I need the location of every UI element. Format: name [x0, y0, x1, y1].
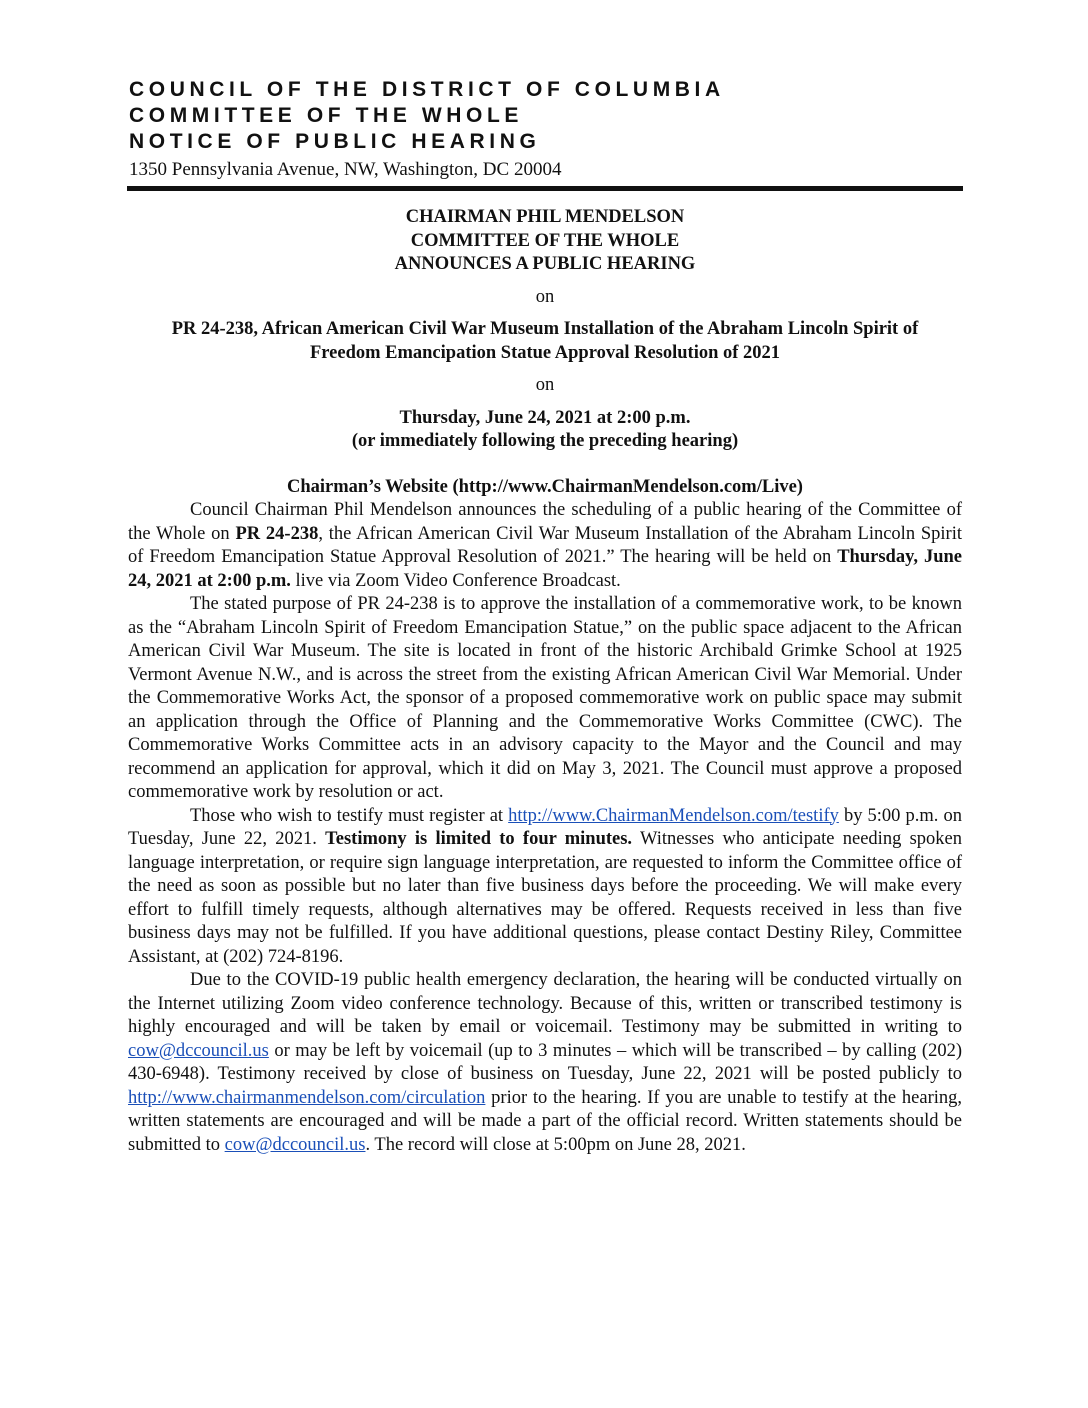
para4-text-4: . The record will close at 5:00pm on June 28, 2021.	[365, 1134, 746, 1155]
chairman-website: Chairman’s Website (http://www.ChairmanMendelson.com/Live)	[287, 476, 803, 497]
cow-email-link-2[interactable]: cow@dccouncil.us	[224, 1134, 366, 1155]
hearing-date	[128, 407, 962, 454]
para3-text-3: Witnesses who anticipate needing spoken language interpretation, or require sign language interpretation, are requested to inform the Committee office of the need as soon as possible but no later than five business days before the proceeding. We will make every effort to fulfill timely requests, although alternatives may be offered. Requests received in less than five business days may not be fulfilled. If you have additional questions, please contact Destiny Riley, Committee Assistant, at (202) 724-8196.	[128, 829, 962, 967]
para1-text-3: live via Zoom Video Conference Broadcast.	[290, 570, 621, 591]
testify-registration-link[interactable]: http://www.ChairmanMendelson.com/testify	[508, 805, 839, 826]
letterhead-committee: COMMITTEE OF THE WHOLE	[129, 104, 524, 127]
on-connector-1: on	[535, 286, 555, 307]
letterhead-address: 1350 Pennsylvania Avenue, NW, Washington, DC 20004	[129, 159, 562, 180]
para3-limit-bold: Testimony is limited to four minutes.	[325, 829, 633, 849]
paragraph-announcement	[128, 499, 962, 593]
notice-body	[128, 206, 962, 1157]
para1-text-1: Council Chairman Phil Mendelson announces the scheduling of a public hearing of the Committee of the Whole on	[128, 500, 962, 544]
announcement-heading	[128, 206, 962, 277]
on-connector-2: on	[535, 375, 555, 395]
heading-chairman: CHAIRMAN PHIL MENDELSON	[405, 207, 685, 227]
hearing-date-line: Thursday, June 24, 2021 at 2:00 p.m.	[399, 407, 691, 428]
letterhead-council: COUNCIL OF THE DISTRICT OF COLUMBIA	[129, 78, 725, 101]
measure-title	[128, 318, 962, 365]
measure-title-line1: PR 24-238, African American Civil War Museum Installation of the Abraham Lincoln Spirit of	[171, 319, 919, 339]
header-rule	[127, 186, 963, 191]
paragraph-covid	[128, 969, 962, 1157]
para1-date-bold: Thursday, June 24, 2021 at 2:00 p.m.	[128, 547, 962, 591]
para4-text-1: Due to the COVID-19 public health emergency declaration, the hearing will be conducted virtually on the Internet utilizing Zoom video conference technology. Because of this, written or transcribed testimony is highly encouraged and will be taken by email or voicemail. Testimony may be submitted in writing to	[128, 970, 962, 1037]
para4-text-3: prior to the hearing. If you are unable to testify at the hearing, written statements are encouraged and will be made a part of the official record. Written statements should be submitted to	[128, 1087, 962, 1155]
paragraph-testify	[128, 805, 962, 970]
hearing-date-note: (or immediately following the preceding hearing)	[351, 431, 739, 451]
cow-email-link[interactable]: cow@dccouncil.us	[128, 1040, 269, 1061]
heading-announces: ANNOUNCES A PUBLIC HEARING	[394, 254, 696, 274]
para1-measure-bold: PR 24-238	[235, 523, 319, 544]
paragraph-purpose: The stated purpose of PR 24-238 is to approve the installation of a commemorative work, to be known as the “Abraham Lincoln Spirit of Freedom Emancipation Statue,” on the public space adjacent to the African American Civil War Museum. The site is located in front of the historic Archibald Grimke School at 1925 Vermont Avenue N.W., and is across the street from the existing African American Civil War Memorial. Under the Commemorative Works Act, the sponsor of a proposed commemorative work on public space may submit an application through the Office of Planning and the Commemorative Works Committee (CWC). The Commemorative Works Committee acts in an advisory capacity to the Mayor and the Council and may recommend an application for approval, which it did on May 3, 2021. The Council must approve a proposed commemorative work by resolution or act.	[128, 594, 962, 802]
measure-title-line2: Freedom Emancipation Statue Approval Resolution of 2021	[309, 342, 781, 363]
letterhead-notice: NOTICE OF PUBLIC HEARING	[129, 130, 541, 153]
heading-committee: COMMITTEE OF THE WHOLE	[410, 230, 680, 251]
para3-text-2: by 5:00 p.m. on Tuesday, June 22, 2021.	[128, 805, 962, 849]
circulation-link[interactable]: http://www.chairmanmendelson.com/circulation	[128, 1087, 486, 1108]
para3-text-1: Those who wish to testify must register at	[190, 805, 509, 826]
para4-text-2: or may be left by voicemail (up to 3 minutes – which will be transcribed – by calling (202) 430-6948). Testimony received by close of business on Tuesday, June 22, 2021 will be posted publicly to	[128, 1040, 962, 1084]
letterhead	[129, 77, 969, 182]
para1-text-2: , the African American Civil War Museum Installation of the Abraham Lincoln Spirit of Freedom Emancipation Statue Approval Resolution of 2021.” The hearing will be held on	[128, 523, 962, 567]
